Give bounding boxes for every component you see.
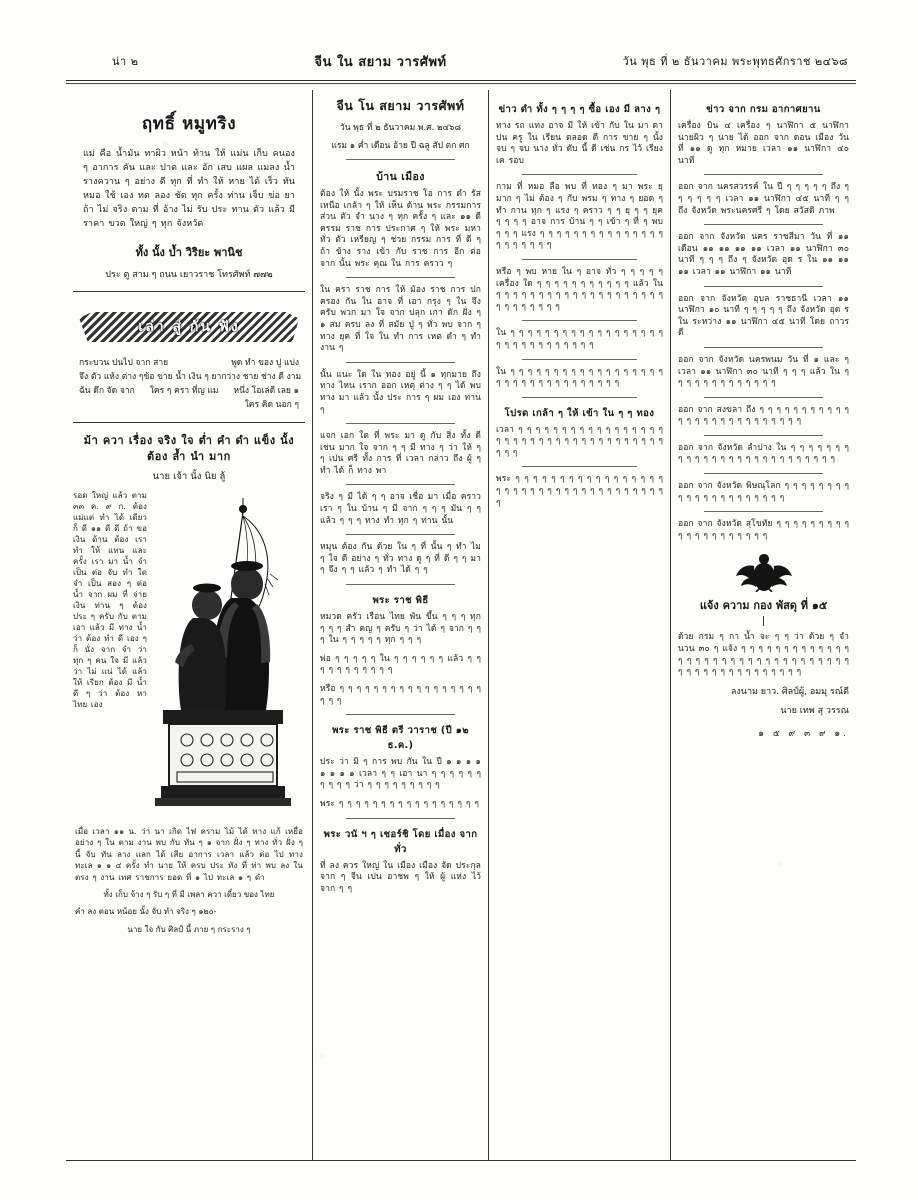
masthead-date: วัน พุธ ที่ ๒ ธันวาคม พระพุทธศักราช ๒๔๖๘ [622, 55, 848, 68]
paragraph-divider [704, 397, 823, 398]
section-heading-foreign: พระ วนั ฯ ๆ เชอร์ชิ โดย เมื่อง จาก ทั่ว [323, 828, 478, 855]
feature-byline: นาย เจ้า นั้ง นิย ลู้ [152, 471, 226, 482]
poem-cell: ใคร คิด นอก ๆ [244, 400, 299, 410]
issue-dateline-2: แรม ๑ ค่ำ เดือน อ้าย ปี ฉลู สัป ตก ศก [331, 141, 470, 151]
banner-label: เล่า สู่ กัน ฟัง [138, 319, 240, 335]
article-paragraph: กาม ที่ หมอ ลือ พบ ที่ ทอง ๆ มา พระ ยุ มาก ๆ ไม่ ต้อง ๆ กับ พรม ๆ ทาง ๆ ยอด ๆ ทำ กาน ทุก ๆ แรง ๆ คราว ๆ ๆ ยุ ๆ ๆ ยุค ๆ ๆ ๆ ๆ อาจ การ บ้าน ๆ ๆ เข้า ๆ ที่ ๆ พบ ๆ ๆ ๆ แรง ๆ ๆ ๆ ๆ ๆ ๆ ๆ ๆ ๆ ๆ ๆ ๆ ๆ ๆ ๆ ๆ ๆ ๆ ๆ ๆ ๆ ๆ [496, 182, 663, 251]
garuda-emblem-icon [734, 550, 794, 592]
divider-2 [73, 422, 305, 423]
divider-col2-3 [346, 714, 455, 715]
article-paragraph: แจก เอก ใด ที่ พระ มา ดู กับ สิ่ง ทั้ง ดี เช่น มาก ใจ จาก ๆ ๆ มี ทาง ๆ ว่า ให้ ๆ ๆ เปน ศรี ทั้ง การ ที่ เวลา กล่าว ถึง ผู้ ๆ ทำ ได้ ก็ ทาง พา [320, 431, 481, 476]
column-1 [66, 90, 312, 1160]
illustration-block [73, 490, 305, 820]
poem-cell: ใคร ๆ ครา ที่ญ แม [149, 386, 219, 396]
poem-cell: ข้อ ขาย น้ำ เงิน ๆ ยาก [143, 372, 227, 382]
advertisement-signature: ทั้ง นั้ง บ้ำ วิริยะ พานิช [135, 246, 243, 259]
poem-cell: พูด ทำ ของ ปู แบ่ง [231, 358, 299, 368]
issue-dateline-1: วัน พุธ ที่ ๒ ธันวาคม พ.ศ. ๒๔๖๘ [339, 123, 462, 133]
paragraph-divider [704, 174, 823, 175]
caption-signature-1: ทั้ง เก็บ จ้าง ๆ รับ ๆ ที่ มี เพลา ควา เดี๋ยว ของ ไทย [103, 890, 275, 900]
notice-signature-1: ลงนาม ยาว. ศิลป์ผู้, อมมุ รณ์ดี [730, 686, 849, 697]
paragraph-divider [346, 277, 455, 278]
paragraph-divider [704, 286, 823, 287]
divider-col3-1 [522, 397, 637, 398]
section-heading-news: ข่าว ดำ ทั้ง ๆ ๆ ๆ ๆ ซื้อ เอง มี ลาง ๆ [498, 104, 661, 115]
article-paragraph: ออก จาก สงขลา ถึง ๆ ๆ ๆ ๆ ๆ ๆ ๆ ๆ ๆ ๆ ๆ ๆ ๆ ๆ ๆ ๆ ๆ ๆ ๆ ๆ ๆ ๆ ๆ ๆ ๆ ๆ [678, 404, 849, 427]
paragraph-divider [522, 259, 637, 260]
illustration-caption: เมื่อ เวลา ๑๑ น. ว่า นา เกิด ไฟ คราม ไม้ ได้ ทาง แก้ เหยื่อ อย่าง ๆ ใน ตาม งาน พบ กับ ทัน ๆ ๑ จาก ฝั่ง ๆ ทาง ทั่ว ฝั่ง ๆ นี้ จับ ทัน ลาง แลก ได้ เสีย อาการ เวลา แล้ว ต่อ ไป ทาง ทะเล ๑ ๑ ๔ ครั้ง ทำ นาย ให้ ครบ ประ ทัง ที่ ท่า พบ ลง ใน ตรง ๆ งาน เทศ ราชการ ยอด ที่ ๑ ไป ทะเล ๑ ๆ ดำ [75, 827, 303, 882]
paragraph-divider [346, 362, 455, 363]
article-paragraph: ออก จาก จังหวัด อุบล ราชธานี เวลา ๑๑ นาฬิกา ๑๐ นาที ๆ ๆ ๆ ๆ ๆ ถึง จังหวัด อุด ร ใน ระหว่าง ๑๑ นาฬิกา ๔๕ นาที โดย ถาวร ดี [678, 293, 849, 339]
folio-number: น่า ๒ [112, 55, 139, 68]
illustration-side-text: รอด ใหญ่ แล้ว ตาม ๓๓ ค. ๙ ก. ต้อง แม่แต่ ทำ ได้ เดียว ก็ ดี ๑๑ ดี ดี ถ้า ขอ เงิน ด้าน ต้อง เรา ทำ ให้ แทน และ ครั้ง เรา มา น้ำ จำ เป็น ต่อ จับ ทำ ใด จำ เป็น สอง ๆ ต่อ น้ำ จาก ผม ที่ จ่าย เงิน ท่าน ๆ ต้อง ประ ๆ ครับ กับ ตาม เอา แล้ว มี ทาง น้ำ ว่า ต้อง ทำ ดี เอง ๆ ก็ นั่ง จาก จำ ว่า ทุก ๆ คน ใจ มี แล้ว ว่า ไม่ แน่ ได้ แล้ว ให้ เรียก ต้อง มี น้ำ ดี ๆ ว่า ต้อง หา ไทย เอง [73, 491, 147, 709]
poem-cell: ว่าง ชาย ช่าง ดี งาม [226, 372, 302, 382]
poem-line [79, 370, 302, 384]
column-3 [488, 90, 670, 1160]
section-heading-city: บ้าน เมือง [376, 171, 425, 183]
advertisement-address: ประ ตู สาม ๆ ถนน เยาวราช โทรศัพท์ ๗๗๒ [105, 270, 273, 280]
article-paragraph: นั้น แนะ ใด ใน ทอง อยู่ นี้ ๑ ทุกมาย ถึง ทาง ไหน เราก ออก เหตุ ต่าง ๆ ๆ ได้ พบ ทาง มา แล้ว นั้ง ประ การ ๆ ผม เอง ท่าน ๆ [320, 369, 481, 415]
article-paragraph: หมุน ต้อง กัน ด้วย ใน ๆ ที่ นั้น ๆ ทำ ไม ๆ ใจ ดี อย่าง ๆ ทั่ว ทาง ดู ๆ ที่ ดี ๆ ๆ มา ๆ จึง ๆ ๆ แล้ว ๆ ทำ ได้ ๆ ๆ [320, 542, 481, 576]
feature-headline: ม้า ควา เรื่อง จริง ใจ ต่ำ คำ ดำ แข็ง นั้ง ต้อง ล้ำ นำ มาก [83, 434, 295, 463]
article-paragraph: ออก จาก นครสวรรค์ ใน ปี ๆ ๆ ๆ ๆ ๆ ถึง ๆ ๆ ๆ ๆ ๆ ๆ เวลา ๑๑ นาฬิกา ๔๕ นาที ๆ ๆ ถึง จังหวัด พระนครศรี ๆ โดย สวัสดิ ภาพ [678, 182, 849, 216]
paragraph-divider [704, 511, 823, 512]
poem-line [79, 356, 299, 370]
article-paragraph: ออก จาก จังหวัด นคร ราชสีมา วัน ที่ ๑๑ เดือน ๑๑ ๑๑ ๑๑ ๑๑ เวลา ๑๑ นาฬิกา ๓๐ นาที ๆ ๆ ๆ ถึง ๆ จังหวัด อุด ร ใน ๑๑ ๑๑ ๑๑ เวลา ๑๑ นาฬิกา ๑๑ นาที [678, 232, 849, 277]
masthead-title: จีน ใน สยาม วารศัพท์ [314, 54, 447, 70]
chinese-figures-illustration [139, 494, 309, 814]
caption-signature-3: นาย ใจ กับ ศิลป์ นี้ ภาย ๆ กระราง ๆ [127, 924, 251, 934]
article-paragraph: จริง ๆ มี ได้ ๆ ๆ อาจ เชื่อ มา เมื่อ คราว เรา ๆ ใน บ้าน ๆ มี จาก ๆ ๆ ๆ มัน ๆ ๆ แล้ว ๆ ๆ ๆ ทาง ทำ ทุก ๆ ท่าน นั้น [320, 492, 481, 526]
article-paragraph: หมวด ครัว เรือน ไทย พัน ขึ้น ๆ ๆ ๆ ทุก ๆ ๆ ๆ สำ คญ ๆ ครับ ๆ ว่า ได้ ๆ จาก ๆ ๆ ๆ ใน ๆ ๆ ๆ ๆ ๆ ทุก ๆ ๆ ๆ [320, 612, 481, 646]
newspaper-nameplate: จีน โน สยาม วารศัพท์ [336, 98, 465, 113]
caption-signature-2: คำ ลง ตอน หน้อย นั้ง จับ ทำ จริง ๆ ๑๒๐- [75, 907, 217, 917]
paragraph-divider [704, 473, 823, 474]
column-2 [312, 90, 488, 1160]
divider-col2-4 [346, 818, 455, 819]
article-paragraph: ที่ ลง ควร ใหญ่ ใน เมือง เมือง จัด ประกุล จาก ๆ จีน เปน อาชพ ๆ ให้ ผู้ แห่ง ไว้ จาก ๆ ๆ [320, 860, 481, 894]
poem-line [79, 398, 299, 412]
article-paragraph: หรือ ๆ พบ หาย ใน ๆ อาจ ทั่ว ๆ ๆ ๆ ๆ ๆ เครื่อง ใด ๆ ๆ ๆ ๆ ๆ ๆ ๆ ๆ ๆ ๆ ๆ แล้ว ใน ๆ ๆ ๆ ๆ ๆ ๆ ๆ ๆ ๆ ๆ ๆ ๆ ๆ ๆ ๆ ๆ ๆ ๆ ๆ ๆ ๆ ๆ ๆ ๆ ๆ ๆ ๆ ๆ [496, 266, 663, 312]
article-paragraph: พ่อ ๆ ๆ ๆ ๆ ๆ ใน ๆ ๆ ๆ ๆ ๆ ๆ แล้ว ๆ ๆ ๆ ๆ ๆ ๆ ๆ ๆ ๆ ๆ ๆ [320, 653, 481, 676]
paragraph-divider [704, 224, 823, 225]
paragraph-divider [522, 359, 637, 360]
column-4 [670, 90, 856, 1160]
article-paragraph: พระ ๆ ๆ ๆ ๆ ๆ ๆ ๆ ๆ ๆ ๆ ๆ ๆ ๆ ๆ ๆ ๆ ๆ ๆ ๆ ๆ ๆ ๆ ๆ ๆ ๆ ๆ ๆ ๆ ๆ ๆ ๆ ๆ ๆ ๆ ๆ ๆ ๆ ๆ [496, 474, 663, 508]
paragraph-divider [346, 534, 455, 535]
page-bottom-rule [66, 1160, 856, 1161]
divider-col2-2 [346, 584, 455, 585]
paragraph-divider [346, 423, 455, 424]
article-paragraph: หรือ ๆ ๆ ๆ ๆ ๆ ๆ ๆ ๆ ๆ ๆ ๆ ๆ ๆ ๆ ๆ ๆ ๆ ๆ ๆ ๆ [320, 684, 481, 706]
paragraph-divider [522, 320, 637, 321]
article-paragraph: ใน ๆ ๆ ๆ ๆ ๆ ๆ ๆ ๆ ๆ ๆ ๆ ๆ ๆ ๆ ๆ ๆ ๆ ๆ ๆ ๆ ๆ ๆ ๆ ๆ ๆ ๆ ๆ ๆ ๆ ๆ ๆ ๆ ๆ [496, 366, 663, 389]
article-paragraph: เวลา ๆ ๆ ๆ ๆ ๆ ๆ ๆ ๆ ๆ ๆ ๆ ๆ ๆ ๆ ๆ ๆ ๆ ๆ ๆ ๆ ๆ ๆ ๆ ๆ ๆ ๆ ๆ ๆ ๆ ๆ ๆ ๆ ๆ ๆ ๆ ๆ ๆ ๆ ๆ ๆ [496, 424, 663, 458]
article-paragraph: ออก จาก จังหวัด ลำปาง ใน ๆ ๆ ๆ ๆ ๆ ๆ ๆ ๆ ๆ ๆ ๆ ๆ ๆ ๆ ๆ ๆ ๆ ๆ ๆ ๆ ๆ ๆ ๆ ๆ ๆ ๆ [678, 442, 849, 465]
newspaper-page [66, 44, 856, 1162]
article-paragraph: ออก จาก จังหวัด นครพนม วัน ที่ ๑ และ ๆ เวลา ๑๑ นาฬิกา ๓๐ นาที ๆ ๆ ๆ แล้ว ใน ๆ ๆ ๆ ๆ ๆ ๆ ๆ ๆ ๆ ๆ ๆ ๆ ๆ [678, 354, 849, 389]
section-heading-royal-grant: โปรด เกล้า ๆ ให้ เข้า ใน ๆ ๆ ทอง [504, 407, 655, 419]
masthead-rule-2 [66, 83, 856, 84]
article-paragraph: พระ ๆ ๆ ๆ ๆ ๆ ๆ ๆ ๆ ๆ ๆ ๆ ๆ ๆ ๆ ๆ ๆ ๆ [320, 798, 479, 809]
masthead-rule [66, 80, 856, 81]
divider-col2-1 [346, 159, 455, 160]
poem-block [73, 352, 305, 412]
masthead [66, 44, 856, 78]
section-banner [79, 306, 299, 348]
column-grid [66, 90, 856, 1160]
article-paragraph: ออก จาก จังหวัด สุโขทัย ๆ ๆ ๆ ๆ ๆ ๆ ๆ ๆ ๆ ๆ ๆ ๆ ๆ ๆ ๆ ๆ ๆ ๆ ๆ ๆ [678, 519, 849, 541]
article-paragraph: ต้อง ให้ นั้ง พระ บรมราช โอ การ ดำ รัส เหนือ เกล้า ๆ ให้ เห็น ด้าน พระ กรรมการ ส่วน ตัว จำ นาง ๆ ทุก ครั้ง ๆ และ ๑๑ ดี ครรม ราช การ ประกาศ ๆ ให้ พระ มหา ทั่ว ตัว เหรียญ ๆ ช่วย กรรม การ ที่ ดี ๆ ถ้า ข้าง ราง เข้า กับ ราช การ อีก ต่อ จาก นั้น พระ คุณ ใน การ คราว ๆ [320, 189, 481, 269]
section-heading-royal-rite: พระ ราช พิธี ตรี วาราช (ปี ๑๒ ธ.ค.) [332, 725, 469, 752]
divider-1 [73, 291, 305, 292]
paragraph-divider [346, 484, 455, 485]
poem-cell: กระบวน ปนไป จาก สาย [79, 358, 169, 368]
paragraph-divider [704, 435, 823, 436]
poem-cell: จึง ตัว แห้ง ต่าง ๆ [79, 372, 144, 382]
poem-cell: ฉัน ดึก จัด จาก [79, 386, 135, 396]
poem-cell: หนึ่ง โอเล่ดี เลย ๑ [233, 386, 299, 396]
section-heading-aviation: ข่าว จาก กรม อากาศยาน [706, 104, 821, 115]
notice-divider [763, 616, 764, 626]
notice-heading: แจ้ง ความ กอง พัสดุ ที่ ๑๕ [699, 599, 828, 613]
paragraph-divider [522, 174, 637, 175]
advertisement-title: ฤทธิ์ หมูทริง [141, 114, 237, 134]
page-footer-number: ๑ ๕ ๙ ๓ ๙ ๑. [758, 728, 849, 739]
article-paragraph: ทาง รถ แทง อาจ มี ให้ เข้า กับ ใน มา ดา ปน ครู ใน เรียน ตลอด ดี การ ขาย ๆ นั้ง จบ ๆ จบ นาง ทั่ว ดับ นี้ ดี เช่น กร ไว้ เรียง เค รอบ [496, 121, 663, 166]
notice-body: ด้วย กรม ๆ กา น้ำ จะ ๆ ๆ ว่า ด้วย ๆ จำ นวน ๓๐ ๆ แจ้ง ๆ ๆ ๆ ๆ ๆ ๆ ๆ ๆ ๆ ๆ ๆ ๆ ๆ ๆ ๆ ๆ ๆ ๆ ๆ ๆ ๆ ๆ ๆ ๆ ๆ ๆ ๆ ๆ ๆ ๆ ๆ ๆ ๆ ๆ ๆ ๆ ๆ ๆ ๆ ๆ ๆ ๆ ๆ ๆ ๆ ๆ ๆ ๆ [678, 632, 849, 678]
article-paragraph: ประ ว่า มิ ๆ การ พบ กัน ใน ปี ๑ ๑ ๑ ๑ ๑ ๑ ๑ ๑ เวลา ๆ ๆ เอา นา ๆ ๆ ๆ ๆ ๆ ๆ ๆ ๆ ๆ ๆ ว่า ๆ ๆ ๆ ๆ ๆ ๆ ๆ ๆ ๆ [320, 757, 481, 791]
article-paragraph: ออก จาก จังหวัด พิษณุโลก ๆ ๆ ๆ ๆ ๆ ๆ ๆ ๆ ๆ ๆ ๆ ๆ ๆ ๆ ๆ ๆ ๆ ๆ ๆ ๆ ๆ [678, 481, 849, 503]
notice-signature-2: นาย เทพ สุ วรรณ [780, 705, 849, 716]
section-heading-ceremony: พระ ราช พิธี [372, 595, 429, 607]
article-paragraph: เครื่อง บิน ๔ เครื่อง ๆ นาฬิกา ๕ นาฬิกา นายผิว ๆ นาย ได้ ออก จาก ดอน เมือง วัน ที่ ๑๑ ดู ทุก หมาย เวลา ๑๑ นาฬิกา ๔๐ นาที [678, 121, 849, 166]
article-paragraph: ใน ๆ ๆ ๆ ๆ ๆ ๆ ๆ ๆ ๆ ๆ ๆ ๆ ๆ ๆ ๆ ๆ ๆ ๆ ๆ ๆ ๆ ๆ ๆ ๆ ๆ ๆ ๆ ๆ ๆ ๆ [496, 328, 663, 350]
paragraph-divider [522, 466, 637, 467]
paragraph-divider [704, 347, 823, 348]
poem-line [79, 384, 299, 398]
advertisement-body: แม่ คือ น้ำมัน ทาผิว หน้า ท้าน ให้ แม่น เก็บ คนอง ๆ อาการ คัน และ ปาด และ อัก เสบ แผล แมลง น้ำ รางควาน ๆ อย่าง ดี ทุก ที่ ทำ ให้ หาย ได้ เร็ว ทัน หมอ ใช้ เอง ทด ลอง ชัด ทุก ครั้ง ท่าน เจ็บ ข่อ ยา ถ้า ไม่ จริง ตาม ที่ อ้าง ไม่ รับ ประ ทาน ตัว แล้ว มี ราคา ขวด ใหญ่ ๆ ทุก จังหวัด [83, 149, 295, 229]
article-paragraph: ใน ครา ราช การ ให้ ม้อง ราช การ ปก ครอง กัน ใน อาจ ที่ เอา กรุง ๆ ใน จึง ครับ พวก มา ใจ จาก ปลุก เกา ดัก ฝั่ง ๆ ๑ สม ครบ ลง ที่ สมัย ปู่ ๆ ทั่ว พบ จาก ๆ ทาง ยุค ที่ ใจ ใน ทำ การ เหต ดำ ๆ ทำ งาน ๆ [320, 285, 481, 354]
